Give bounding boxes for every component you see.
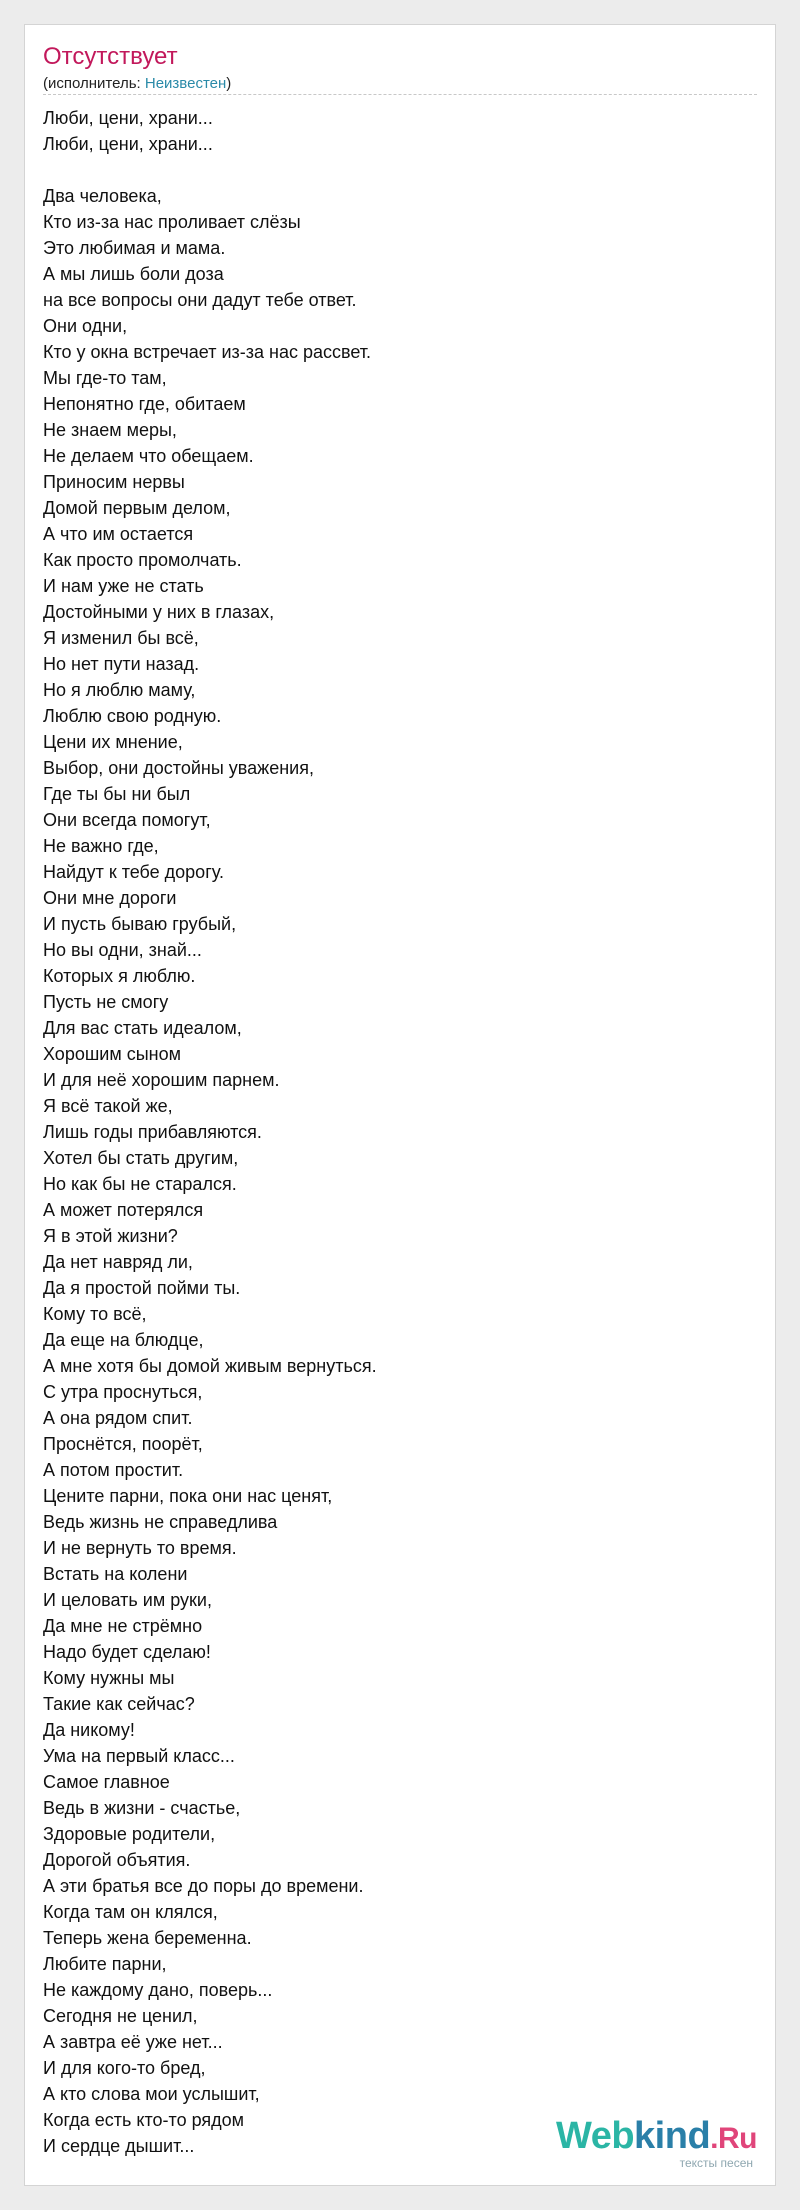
lyrics-line: на все вопросы они дадут тебе ответ. <box>43 290 357 310</box>
lyrics-line: А мы лишь боли доза <box>43 264 224 284</box>
lyrics-line: Я всё такой же, <box>43 1096 173 1116</box>
lyrics-line: Кому нужны мы <box>43 1668 175 1688</box>
lyrics-line: Встать на колени <box>43 1564 188 1584</box>
lyrics-line: Хорошим сыном <box>43 1044 181 1064</box>
lyrics-card <box>24 24 776 2186</box>
lyrics-line: А может потерялся <box>43 1200 204 1220</box>
lyrics-line: Любите парни, <box>43 1954 167 1974</box>
lyrics-line: Люби, цени, храни... <box>43 134 213 154</box>
lyrics-line: Люблю свою родную. <box>43 706 222 726</box>
lyrics-line: Кто из-за нас проливает слёзы <box>43 212 301 232</box>
lyrics-line: Кому то всё, <box>43 1304 147 1324</box>
lyrics-line: Как просто промолчать. <box>43 550 242 570</box>
lyrics-line: Да я простой пойми ты. <box>43 1278 241 1298</box>
lyrics-line: И для неё хорошим парнем. <box>43 1070 280 1090</box>
lyrics-line: Ведь жизнь не справедлива <box>43 1512 278 1532</box>
lyrics-line: Но как бы не старался. <box>43 1174 237 1194</box>
lyrics-line: Дорогой объятия. <box>43 1850 191 1870</box>
lyrics-line: Да никому! <box>43 1720 135 1740</box>
brand-tld: .Ru <box>710 2122 757 2155</box>
lyrics-line: Где ты бы ни был <box>43 784 191 804</box>
lyrics-line: Кто у окна встречает из-за нас рассвет. <box>43 342 372 362</box>
header-divider <box>43 94 757 95</box>
lyrics-line: И нам уже не стать <box>43 576 204 596</box>
lyrics-line: Которых я люблю. <box>43 966 196 986</box>
artist-line <box>43 75 231 93</box>
lyrics-line: Они одни, <box>43 316 128 336</box>
lyrics-line: Здоровые родители, <box>43 1824 216 1844</box>
lyrics-line: Они мне дороги <box>43 888 177 908</box>
lyrics-line: Когда есть кто-то рядом <box>43 2110 245 2130</box>
lyrics-line: А что им остается <box>43 524 194 544</box>
lyrics-line: И пусть бываю грубый, <box>43 914 237 934</box>
lyrics-line: Надо будет сделаю! <box>43 1642 211 1662</box>
lyrics-line: Цени их мнение, <box>43 732 183 752</box>
lyrics-line: Я в этой жизни? <box>43 1226 178 1246</box>
lyrics-line: И сердце дышит... <box>43 2136 195 2156</box>
lyrics-line: Да еще на блюдце, <box>43 1330 204 1350</box>
lyrics-line: Не знаем меры, <box>43 420 177 440</box>
brand-name-part1: Web <box>556 2115 635 2157</box>
lyrics-line: Пусть не смогу <box>43 992 169 1012</box>
lyrics-line: Ведь в жизни - счастье, <box>43 1798 241 1818</box>
lyrics-line: Не делаем что обещаем. <box>43 446 254 466</box>
lyrics-line: А потом простит. <box>43 1460 184 1480</box>
brand-logo[interactable] <box>556 2116 757 2169</box>
lyrics-line: Ума на первый класс... <box>43 1746 235 1766</box>
brand-tagline: тексты песен <box>679 2156 753 2170</box>
lyrics-line: Выбор, они достойны уважения, <box>43 758 314 778</box>
lyrics-line: Найдут к тебе дорогу. <box>43 862 224 882</box>
lyrics-line: Это любимая и мама. <box>43 238 226 258</box>
lyrics-line: Такие как сейчас? <box>43 1694 195 1714</box>
lyrics-line: Приносим нервы <box>43 472 185 492</box>
lyrics-line: Цените парни, пока они нас ценят, <box>43 1486 333 1506</box>
lyrics-line: Но я люблю маму, <box>43 680 196 700</box>
lyrics-line: Домой первым делом, <box>43 498 231 518</box>
lyrics-blank-line <box>43 157 377 183</box>
lyrics-line: А она рядом спит. <box>43 1408 193 1428</box>
artist-link[interactable]: Неизвестен <box>144 75 227 92</box>
lyrics-line: А кто слова мои услышит, <box>43 2084 260 2104</box>
lyrics-line: Да нет навряд ли, <box>43 1252 193 1272</box>
lyrics-line: А эти братья все до поры до времени. <box>43 1876 364 1896</box>
lyrics-line: Люби, цени, храни... <box>43 108 213 128</box>
lyrics-line: И целовать им руки, <box>43 1590 212 1610</box>
lyrics-line: Но нет пути назад. <box>43 654 200 674</box>
lyrics-line: Проснётся, поорёт, <box>43 1434 203 1454</box>
brand-name-part2: kind <box>634 2115 711 2157</box>
song-title: Отсутствует <box>43 43 178 70</box>
lyrics-line: А завтра её уже нет... <box>43 2032 223 2052</box>
lyrics-line: С утра проснуться, <box>43 1382 203 1402</box>
lyrics-line: И не вернуть то время. <box>43 1538 237 1558</box>
lyrics-line: Непонятно где, обитаем <box>43 394 246 414</box>
lyrics-line: Они всегда помогут, <box>43 810 211 830</box>
lyrics-line: Для вас стать идеалом, <box>43 1018 242 1038</box>
artist-prefix: (исполнитель: <box>43 75 145 92</box>
lyrics-line: Да мне не стрёмно <box>43 1616 203 1636</box>
lyrics-text <box>43 105 377 2159</box>
lyrics-line: Хотел бы стать другим, <box>43 1148 239 1168</box>
lyrics-line: Не каждому дано, поверь... <box>43 1980 273 2000</box>
lyrics-line: Но вы одни, знай... <box>43 940 202 960</box>
lyrics-line: Не важно где, <box>43 836 159 856</box>
lyrics-line: Достойными у них в глазах, <box>43 602 275 622</box>
artist-suffix: ) <box>226 75 232 92</box>
lyrics-line: Самое главное <box>43 1772 170 1792</box>
lyrics-line: А мне хотя бы домой живым вернуться. <box>43 1356 377 1376</box>
lyrics-line: Я изменил бы всё, <box>43 628 199 648</box>
lyrics-line: Когда там он клялся, <box>43 1902 218 1922</box>
lyrics-line: Теперь жена беременна. <box>43 1928 252 1948</box>
lyrics-line: Два человека, <box>43 186 162 206</box>
lyrics-line: Лишь годы прибавляются. <box>43 1122 262 1142</box>
lyrics-line: Сегодня не ценил, <box>43 2006 198 2026</box>
lyrics-line: И для кого-то бред, <box>43 2058 206 2078</box>
lyrics-line: Мы где-то там, <box>43 368 167 388</box>
